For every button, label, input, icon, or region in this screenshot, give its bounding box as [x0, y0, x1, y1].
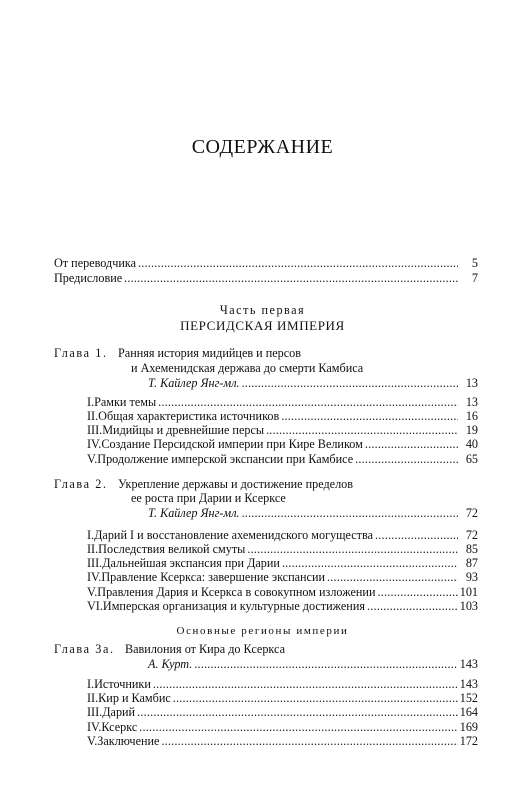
section-label: VI.Имперская организация и культурные достижения [87, 599, 365, 613]
toc-section[interactable] [87, 395, 478, 409]
section-page: 16 [465, 409, 478, 423]
section-label: III.Мидийцы и древнейшие персы [87, 423, 265, 437]
dot-leader [281, 409, 458, 423]
dot-leader [266, 423, 458, 437]
chapter-2-author-entry[interactable] [148, 506, 478, 520]
chapter-1-title-line2: и Ахеменидская держава до смерти Камбиса [131, 361, 364, 375]
toc-entry-page: 5 [471, 256, 478, 270]
toc-section[interactable] [87, 585, 478, 599]
dot-leader [124, 271, 458, 285]
chapter-3a-title: Вавилония от Кира до Ксеркса [125, 642, 286, 656]
section-page: 85 [465, 542, 478, 556]
dot-leader [282, 556, 458, 570]
section-page: 93 [465, 570, 478, 584]
toc-section[interactable] [87, 734, 478, 748]
chapter-2-title-line2: ее роста при Дарии и Ксерксе [131, 491, 286, 505]
section-page: 13 [465, 395, 478, 409]
toc-section[interactable] [87, 599, 478, 613]
dot-leader [375, 528, 458, 542]
dot-leader [138, 256, 458, 270]
toc-section[interactable] [87, 705, 478, 719]
section-page: 19 [465, 423, 478, 437]
chapter-3a-author-entry[interactable] [148, 657, 478, 671]
section-page: 143 [459, 677, 478, 691]
toc-section[interactable] [87, 528, 478, 542]
toc-section[interactable] [87, 423, 478, 437]
section-label: I.Рамки темы [87, 395, 157, 409]
chapter-2-label [54, 477, 108, 491]
dot-leader [355, 452, 458, 466]
regions-heading: Основные регионы империи [176, 625, 349, 637]
dot-leader [377, 585, 457, 599]
section-page: 40 [465, 437, 478, 451]
section-label: IV.Создание Персидской империи при Кире Великом [87, 437, 363, 451]
toc-section[interactable] [87, 570, 478, 584]
dot-leader [137, 705, 458, 719]
dot-leader [158, 395, 458, 409]
chapter-2-title-line1: Укрепление державы и достижение пределов [118, 477, 354, 491]
toc-section[interactable] [87, 452, 478, 466]
chapter-3a-label [54, 642, 115, 656]
dot-leader [327, 570, 458, 584]
chapter-1-author-entry[interactable] [148, 376, 478, 390]
chapter-number: Глава 1. [54, 346, 108, 360]
chapter-number: Глава 2. [54, 477, 108, 491]
author-name: Т. Кайлер Янг-мл. [148, 376, 240, 390]
dot-leader [365, 437, 458, 451]
section-label: II.Кир и Камбис [87, 691, 171, 705]
chapter-1-title-line1: Ранняя история мидийцев и персов [118, 346, 302, 360]
section-page: 65 [465, 452, 478, 466]
toc-section[interactable] [87, 437, 478, 451]
section-label: II.Общая характеристика источников [87, 409, 280, 423]
toc-entry-page: 7 [471, 271, 478, 285]
section-page: 169 [459, 720, 478, 734]
dot-leader [194, 657, 457, 671]
section-page: 101 [459, 585, 478, 599]
section-label: V.Правления Дария и Ксеркса в совокупном изложении [87, 585, 376, 599]
toc-section[interactable] [87, 409, 478, 423]
toc-section[interactable] [87, 542, 478, 556]
section-label: III.Дарий [87, 705, 136, 719]
section-label: IV.Правление Ксеркса: завершение экспансии [87, 570, 325, 584]
section-label: IV.Ксеркс [87, 720, 138, 734]
toc-entry-page: 72 [465, 506, 478, 520]
section-label: V.Продолжение имперской экспансии при Камбисе [87, 452, 354, 466]
toc-entry-page: 13 [465, 376, 478, 390]
toc-section[interactable] [87, 720, 478, 734]
section-label: I.Источники [87, 677, 151, 691]
dot-leader [242, 506, 458, 520]
author-name: А. Курт. [148, 657, 193, 671]
dot-leader [247, 542, 458, 556]
toc-entry-label: От переводчика [54, 256, 137, 270]
section-label: I.Дарий I и восстановление ахеменидского могущества [87, 528, 374, 542]
toc-entry-label: Предисловие [54, 271, 123, 285]
section-page: 172 [459, 734, 478, 748]
toc-section[interactable] [87, 677, 478, 691]
dot-leader [153, 677, 458, 691]
section-page: 87 [465, 556, 478, 570]
section-label: III.Дальнейшая экспансия при Дарии [87, 556, 280, 570]
section-page: 164 [459, 705, 478, 719]
section-label: II.Последствия великой смуты [87, 542, 246, 556]
dot-leader [173, 691, 458, 705]
toc-entry-page: 143 [459, 657, 478, 671]
section-page: 152 [459, 691, 478, 705]
chapter-1-label [54, 346, 108, 360]
chapter-number: Глава 3а. [54, 642, 115, 656]
dot-leader [161, 734, 457, 748]
toc-section[interactable] [87, 556, 478, 570]
dot-leader [139, 720, 457, 734]
part-title: ПЕРСИДСКАЯ ИМПЕРИЯ [180, 318, 345, 333]
dot-leader [367, 599, 458, 613]
page-title: СОДЕРЖАНИЕ [191, 136, 334, 158]
toc-entry-preface[interactable] [54, 271, 478, 285]
toc-section[interactable] [87, 691, 478, 705]
section-label: V.Заключение [87, 734, 160, 748]
section-page: 72 [465, 528, 478, 542]
toc-entry-translator[interactable] [54, 256, 478, 270]
author-name: Т. Кайлер Янг-мл. [148, 506, 240, 520]
dot-leader [242, 376, 458, 390]
section-page: 103 [459, 599, 478, 613]
part-label: Часть первая [219, 303, 306, 317]
